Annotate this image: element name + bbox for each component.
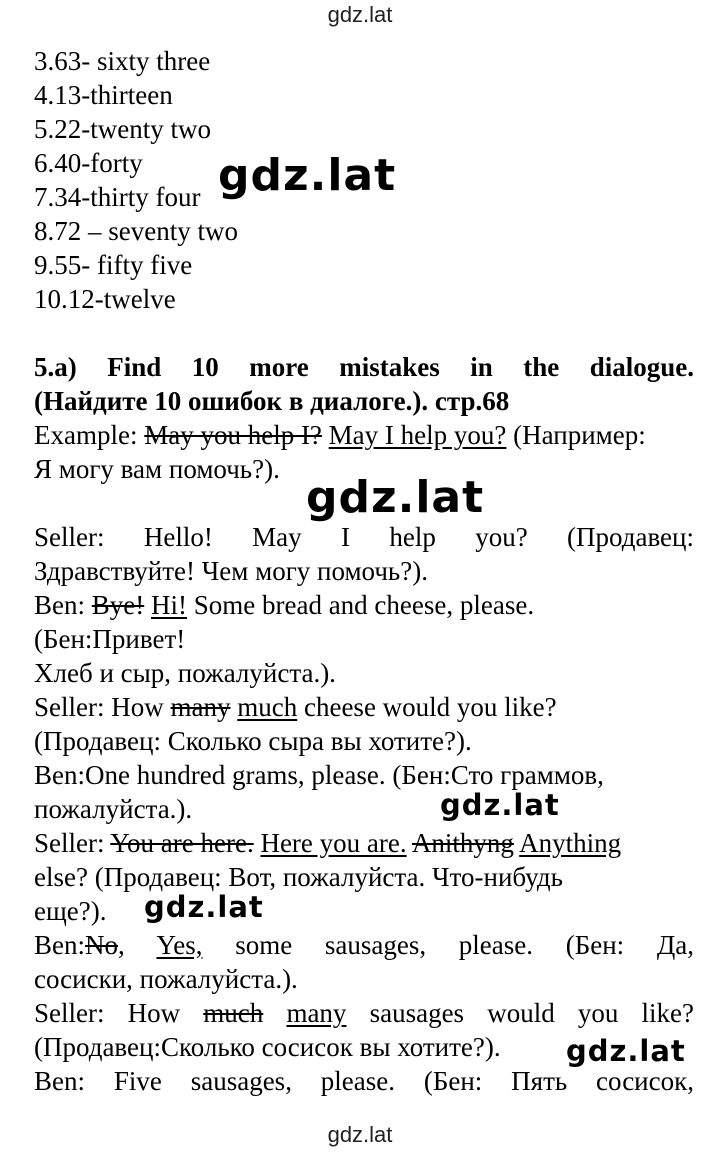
example-line: Example: May you help I? May I help you? (Например:: [34, 420, 646, 450]
dialogue-line: Seller: How many much cheese would you like?: [34, 692, 557, 722]
dialogue-line: Seller: Hello! May I help you? (Продавец:: [34, 522, 694, 552]
correct-phrase: May I help you?: [328, 420, 507, 450]
site-footer: gdz.lat: [327, 1122, 393, 1147]
site-header: gdz.lat: [327, 2, 393, 27]
number-line: 7.34-thirty four: [34, 182, 201, 212]
correct-word: many: [286, 998, 347, 1028]
wrong-phrase: You are here.: [110, 828, 254, 858]
task-heading-translation: (Найдите 10 ошибок в диалоге.). стр.68: [34, 386, 510, 416]
dialogue-line: Ben:No, Yes, some sausages, please. (Бен: Да,: [34, 930, 694, 960]
dialogue-line: (Продавец:Сколько сосисок вы хотите?).: [34, 1032, 501, 1062]
correct-word: Anything: [519, 828, 622, 858]
wrong-word: Bye!: [91, 590, 145, 620]
dialogue-line: Seller: You are here. Here you are. Anithyng Anything: [34, 828, 622, 858]
dialogue-line: (Бен:Привет!: [34, 624, 186, 654]
watermark: gdz.lat: [566, 1034, 686, 1068]
correct-word: Hi!: [150, 590, 187, 620]
wrong-word: Anithyng: [411, 828, 514, 858]
wrong-word: much: [203, 998, 264, 1028]
correct-word: much: [237, 692, 298, 722]
wrong-phrase: May you help I?: [144, 420, 322, 450]
number-line: 9.55- fifty five: [34, 250, 193, 280]
watermark: gdz.lat: [440, 788, 560, 822]
watermark: gdz.lat: [144, 890, 264, 924]
number-line: 4.13-thirteen: [34, 80, 173, 110]
dialogue-line: еще?).: [34, 896, 107, 926]
wrong-word: No: [85, 930, 118, 960]
dialogue-line: Ben: Five sausages, please. (Бен: Пять сосисок,: [34, 1066, 694, 1096]
number-line: 8.72 – seventy two: [34, 216, 238, 246]
document-body: [34, 44, 694, 1098]
dialogue-line: else? (Продавец: Вот, пожалуйста. Что-нибудь: [34, 862, 563, 892]
dialogue-line: Ben: Bye! Hi! Some bread and cheese, please.: [34, 590, 535, 620]
dialogue-line: Хлеб и сыр, пожалуйста.).: [34, 658, 336, 688]
number-line: 3.63- sixty three: [34, 46, 211, 76]
watermark: gdz.lat: [218, 150, 397, 201]
number-line: 6.40-forty: [34, 148, 143, 178]
number-line: 10.12-twelve: [34, 284, 176, 314]
dialogue-line: Seller: How much many sausages would you like?: [34, 998, 694, 1028]
wrong-word: many: [170, 692, 231, 722]
dialogue-line: (Продавец: Сколько сыра вы хотите?).: [34, 726, 472, 756]
correct-phrase: Here you are.: [260, 828, 407, 858]
dialogue-line: Ben:One hundred grams, please. (Бен:Сто граммов,: [34, 760, 604, 790]
dialogue-line: Здравствуйте! Чем могу помочь?).: [34, 556, 428, 586]
example-translation: Я могу вам помочь?).: [34, 454, 280, 484]
number-line: 5.22-twenty two: [34, 114, 211, 144]
dialogue-line: сосиски, пожалуйста.).: [34, 964, 298, 994]
correct-word: Yes,: [156, 930, 203, 960]
task-heading: 5.a) Find 10 more mistakes in the dialogue.: [34, 352, 694, 382]
watermark: gdz.lat: [306, 472, 485, 523]
dialogue-line: пожалуйста.).: [34, 794, 193, 824]
